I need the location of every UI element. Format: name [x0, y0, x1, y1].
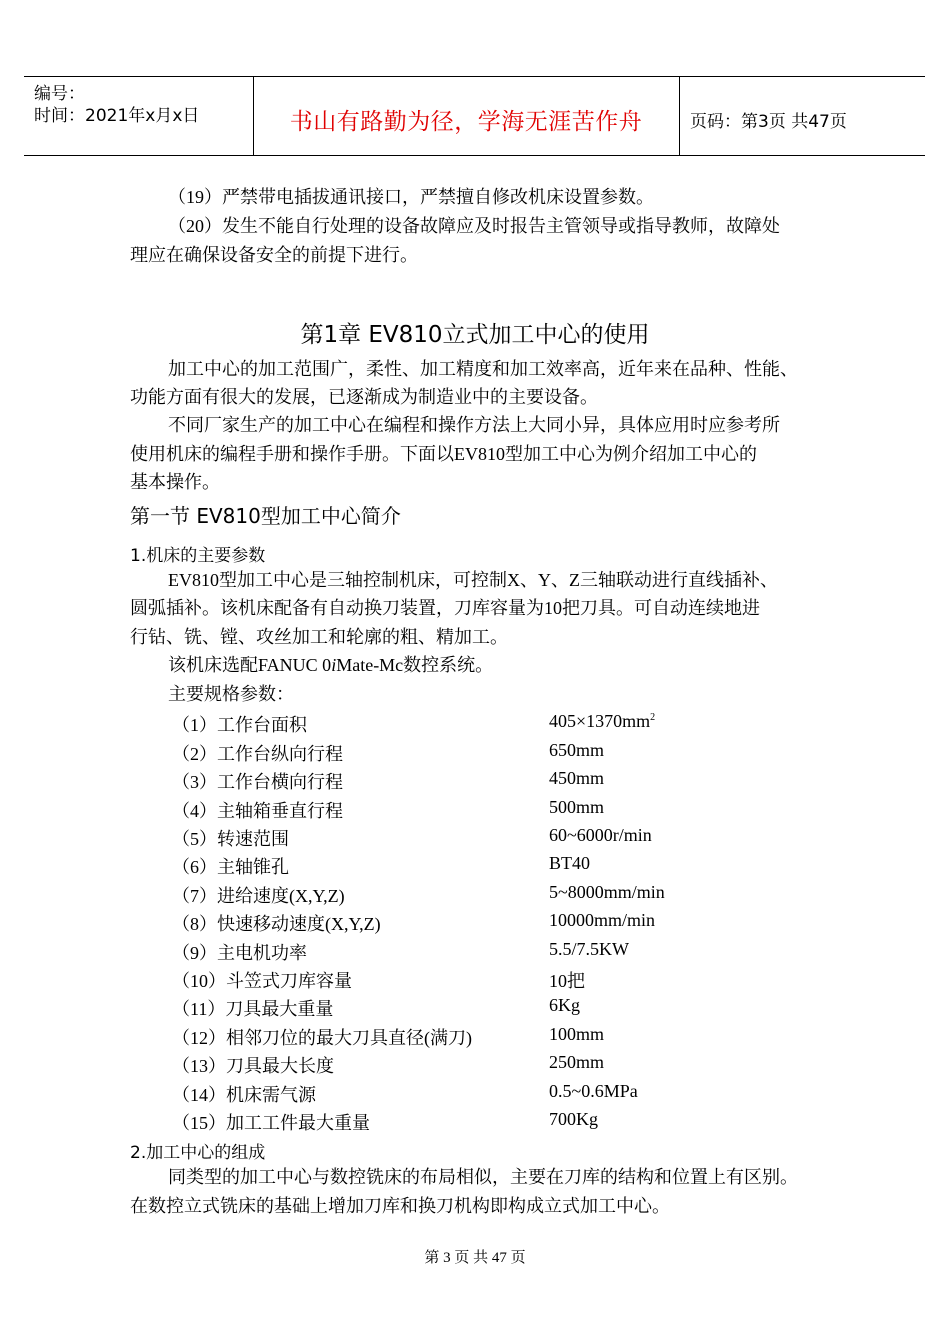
spec-value: 700Kg	[549, 1109, 598, 1129]
intro-line: 加工中心的加工范围广，柔性、加工精度和加工效率高，近年来在品种、性能、	[168, 359, 798, 379]
spec-value: 10把	[549, 971, 585, 991]
composition-line: 在数控立式铣床的基础上增加刀库和换刀机构即构成立式加工中心。	[130, 1196, 670, 1216]
spec-label: （7）进给速度(X,Y,Z)	[172, 886, 345, 906]
page-header	[24, 76, 925, 156]
spec-value	[549, 711, 655, 732]
system-italic: i	[331, 655, 337, 675]
chapter-title: 第1章 EV810立式加工中心的使用	[300, 322, 650, 348]
intro-line: 功能方面有很大的发展，已逐渐成为制造业中的主要设备。	[130, 387, 598, 407]
spec-value: 6Kg	[549, 995, 580, 1015]
rule-line: 理应在确保设备安全的前提下进行。	[130, 245, 418, 265]
subsection-title: 1.机床的主要参数	[130, 546, 266, 566]
spec-label: （3）工作台横向行程	[172, 772, 343, 792]
spec-label: （14）机床需气源	[172, 1085, 316, 1105]
spec-value: 5~8000mm/min	[549, 882, 665, 902]
spec-label: （6）主轴锥孔	[172, 857, 289, 877]
spec-label: （13）刀具最大长度	[172, 1056, 334, 1076]
rule-line: （19）严禁带电插拔通讯接口，严禁擅自修改机床设置参数。	[168, 187, 654, 207]
specs-heading: 主要规格参数：	[168, 684, 294, 704]
system-prefix: 该机床选配FANUC 0	[168, 655, 332, 675]
section-title: 第一节 EV810型加工中心简介	[130, 504, 401, 528]
spec-label: （9）主电机功率	[172, 943, 307, 963]
header-divider	[679, 77, 680, 155]
spec-label: （4）主轴箱垂直行程	[172, 801, 343, 821]
header-meta	[34, 83, 199, 127]
subsection-title: 2.加工中心的组成	[130, 1143, 266, 1163]
intro-line: 不同厂家生产的加工中心在编程和操作方法上大同小异，具体应用时应参考所	[168, 415, 780, 435]
spec-label: （5）转速范围	[172, 829, 289, 849]
page-footer: 第 3 页 共 47 页	[424, 1250, 526, 1266]
params-line: EV810型加工中心是三轴控制机床，可控制X、Y、Z三轴联动进行直线插补、	[168, 570, 778, 590]
spec-value: 450mm	[549, 768, 605, 788]
spec-label: （2）工作台纵向行程	[172, 744, 343, 764]
spec-value: 10000mm/min	[549, 910, 656, 930]
spec-value: 100mm	[549, 1024, 605, 1044]
spec-label: （15）加工工件最大重量	[172, 1113, 370, 1133]
params-line: 行钻、铣、镗、攻丝加工和轮廓的粗、精加工。	[130, 627, 508, 647]
time-label: 时间：2021年x月x日	[34, 106, 200, 126]
spec-value: 0.5~0.6MPa	[549, 1081, 638, 1101]
intro-line: 基本操作。	[130, 472, 220, 492]
params-line: 圆弧插补。该机床配备有自动换刀装置，刀库容量为10把刀具。可自动连续地进	[130, 598, 760, 618]
spec-label: （10）斗笠式刀库容量	[172, 971, 352, 991]
header-motto: 书山有路勤为径，学海无涯苦作舟	[289, 109, 643, 135]
spec-value-sup: 2	[650, 712, 656, 723]
spec-label: （8）快速移动速度(X,Y,Z)	[172, 914, 381, 934]
spec-label: （12）相邻刀位的最大刀具直径(满刀)	[172, 1028, 472, 1048]
spec-value: 500mm	[549, 797, 605, 817]
spec-value: 5.5/7.5KW	[549, 939, 629, 959]
spec-label: （11）刀具最大重量	[172, 999, 334, 1019]
spec-value: 250mm	[549, 1052, 605, 1072]
header-page-info: 页码：第3页 共47页	[690, 112, 847, 132]
composition-line: 同类型的加工中心与数控铣床的布局相似，主要在刀库的结构和位置上有区别。	[168, 1167, 798, 1187]
spec-value-text: 405×1370mm	[549, 711, 651, 731]
intro-line: 使用机床的编程手册和操作手册。下面以EV810型加工中心为例介绍加工中心的	[130, 444, 757, 464]
serial-label: 编号：	[34, 84, 85, 104]
spec-value: 60~6000r/min	[549, 825, 652, 845]
spec-value: 650mm	[549, 740, 605, 760]
spec-value: BT40	[549, 853, 591, 873]
rule-line: （20）发生不能自行处理的设备故障应及时报告主管领导或指导教师，故障处	[168, 216, 780, 236]
system-line	[168, 654, 493, 676]
system-suffix: Mate-Mc数控系统。	[336, 655, 494, 675]
spec-label: （1）工作台面积	[172, 715, 307, 735]
